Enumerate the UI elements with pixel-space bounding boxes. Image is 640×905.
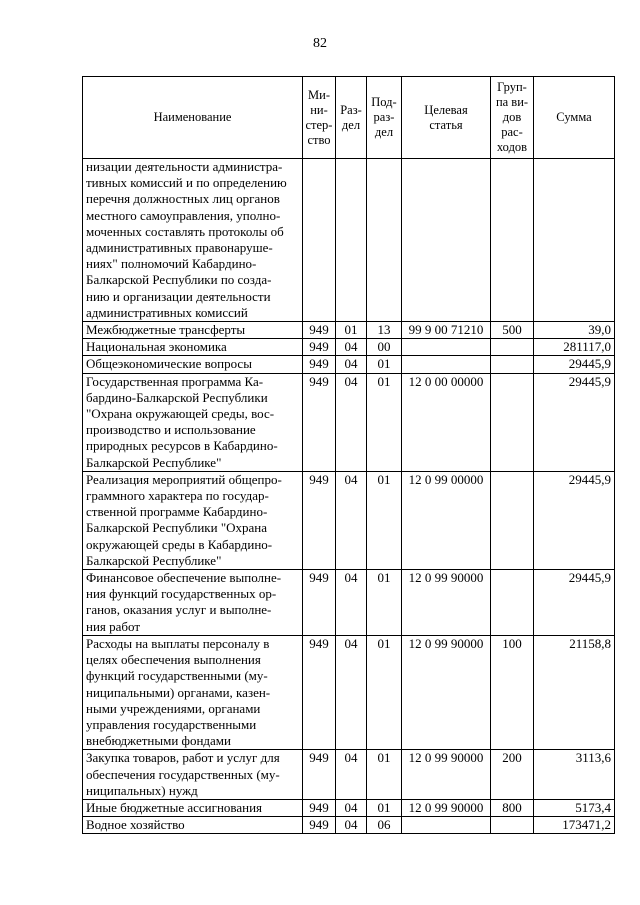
cell-subsection — [367, 159, 402, 322]
table-row — [83, 339, 615, 356]
cell-ministry: 949 — [303, 750, 336, 800]
cell-sum: 39,0 — [534, 322, 615, 339]
cell-subsection: 01 — [367, 471, 402, 569]
cell-target: 12 0 00 00000 — [402, 373, 491, 471]
cell-ministry: 949 — [303, 817, 336, 834]
cell-group — [491, 159, 534, 322]
cell-section: 04 — [336, 817, 367, 834]
cell-name: Общеэкономические вопросы — [83, 356, 303, 373]
cell-subsection: 00 — [367, 339, 402, 356]
cell-name: Расходы на выплаты персоналу в целях обеспечения выполнения функций государственными (му- ниципальными) органами, казен- ными учреждениями, органами управления государственными внебюджетными фондами — [83, 635, 303, 749]
cell-section: 04 — [336, 799, 367, 816]
cell-name: Финансовое обеспечение выполне- ния функций государственных ор- ганов, оказания услуг и выполне- ния работ — [83, 570, 303, 636]
cell-sum: 3113,6 — [534, 750, 615, 800]
cell-subsection: 01 — [367, 570, 402, 636]
cell-subsection: 06 — [367, 817, 402, 834]
header-section: Раз- дел — [336, 77, 367, 159]
cell-sum: 29445,9 — [534, 471, 615, 569]
cell-subsection: 01 — [367, 356, 402, 373]
cell-ministry: 949 — [303, 373, 336, 471]
cell-subsection: 13 — [367, 322, 402, 339]
cell-group — [491, 339, 534, 356]
cell-subsection: 01 — [367, 635, 402, 749]
cell-section: 04 — [336, 339, 367, 356]
cell-ministry: 949 — [303, 635, 336, 749]
cell-target: 12 0 99 90000 — [402, 635, 491, 749]
cell-sum — [534, 159, 615, 322]
cell-group: 800 — [491, 799, 534, 816]
cell-sum: 173471,2 — [534, 817, 615, 834]
cell-name: Закупка товаров, работ и услуг для обеспечения государственных (му- ниципальных) нужд — [83, 750, 303, 800]
budget-table — [82, 76, 615, 834]
cell-section: 04 — [336, 471, 367, 569]
table-row — [83, 356, 615, 373]
cell-target: 12 0 99 90000 — [402, 750, 491, 800]
cell-sum: 29445,9 — [534, 570, 615, 636]
cell-section: 04 — [336, 750, 367, 800]
cell-subsection: 01 — [367, 373, 402, 471]
cell-ministry: 949 — [303, 339, 336, 356]
table-row — [83, 373, 615, 471]
table-row — [83, 322, 615, 339]
table-header-row — [83, 77, 615, 159]
cell-group — [491, 373, 534, 471]
cell-group — [491, 570, 534, 636]
cell-name: низации деятельности администра- тивных комиссий и по определению перечня должностных лиц органов местного самоуправления, уполно- моченных составлять протоколы об административных правонаруше- ниях" полномочий Кабардино- Балкарской Республики по созда- нию и организации деятельности административных комиссий — [83, 159, 303, 322]
cell-sum: 29445,9 — [534, 373, 615, 471]
cell-target — [402, 817, 491, 834]
cell-section: 04 — [336, 373, 367, 471]
cell-section: 04 — [336, 570, 367, 636]
cell-ministry: 949 — [303, 322, 336, 339]
header-sum: Сумма — [534, 77, 615, 159]
cell-section: 01 — [336, 322, 367, 339]
cell-target: 12 0 99 00000 — [402, 471, 491, 569]
cell-group: 500 — [491, 322, 534, 339]
cell-target: 99 9 00 71210 — [402, 322, 491, 339]
header-group: Груп- па ви- дов рас- ходов — [491, 77, 534, 159]
cell-target: 12 0 99 90000 — [402, 570, 491, 636]
cell-section: 04 — [336, 635, 367, 749]
header-target: Целевая статья — [402, 77, 491, 159]
cell-sum: 21158,8 — [534, 635, 615, 749]
cell-group — [491, 356, 534, 373]
cell-sum: 281117,0 — [534, 339, 615, 356]
cell-subsection: 01 — [367, 799, 402, 816]
cell-name: Реализация мероприятий общепро- граммного характера по государ- ственной программе Кабардино- Балкарской Республики "Охрана окружающей среды в Кабардино- Балкарской Республике" — [83, 471, 303, 569]
cell-target: 12 0 99 90000 — [402, 799, 491, 816]
page-number: 82 — [313, 36, 327, 51]
cell-target — [402, 339, 491, 356]
cell-ministry — [303, 159, 336, 322]
cell-ministry: 949 — [303, 799, 336, 816]
cell-group — [491, 817, 534, 834]
table-row — [83, 471, 615, 569]
table-row — [83, 159, 615, 322]
cell-ministry: 949 — [303, 356, 336, 373]
cell-target — [402, 159, 491, 322]
header-subsection: Под- раз- дел — [367, 77, 402, 159]
table-body — [83, 159, 615, 834]
cell-section: 04 — [336, 356, 367, 373]
cell-sum: 29445,9 — [534, 356, 615, 373]
cell-name: Государственная программа Ка- бардино-Балкарской Республики "Охрана окружающей среды, вос- производство и использование природных ресурсов в Кабардино- Балкарской Республике" — [83, 373, 303, 471]
cell-group: 200 — [491, 750, 534, 800]
cell-sum: 5173,4 — [534, 799, 615, 816]
table-row — [83, 570, 615, 636]
cell-ministry: 949 — [303, 471, 336, 569]
cell-name: Иные бюджетные ассигнования — [83, 799, 303, 816]
cell-subsection: 01 — [367, 750, 402, 800]
header-name: Наименование — [83, 77, 303, 159]
cell-section — [336, 159, 367, 322]
cell-name: Водное хозяйство — [83, 817, 303, 834]
cell-name: Национальная экономика — [83, 339, 303, 356]
cell-ministry: 949 — [303, 570, 336, 636]
table-row — [83, 750, 615, 800]
header-ministry: Ми- ни- стер- ство — [303, 77, 336, 159]
cell-group: 100 — [491, 635, 534, 749]
table-row — [83, 799, 615, 816]
table-row — [83, 635, 615, 749]
cell-group — [491, 471, 534, 569]
cell-target — [402, 356, 491, 373]
table-row — [83, 817, 615, 834]
cell-name: Межбюджетные трансферты — [83, 322, 303, 339]
